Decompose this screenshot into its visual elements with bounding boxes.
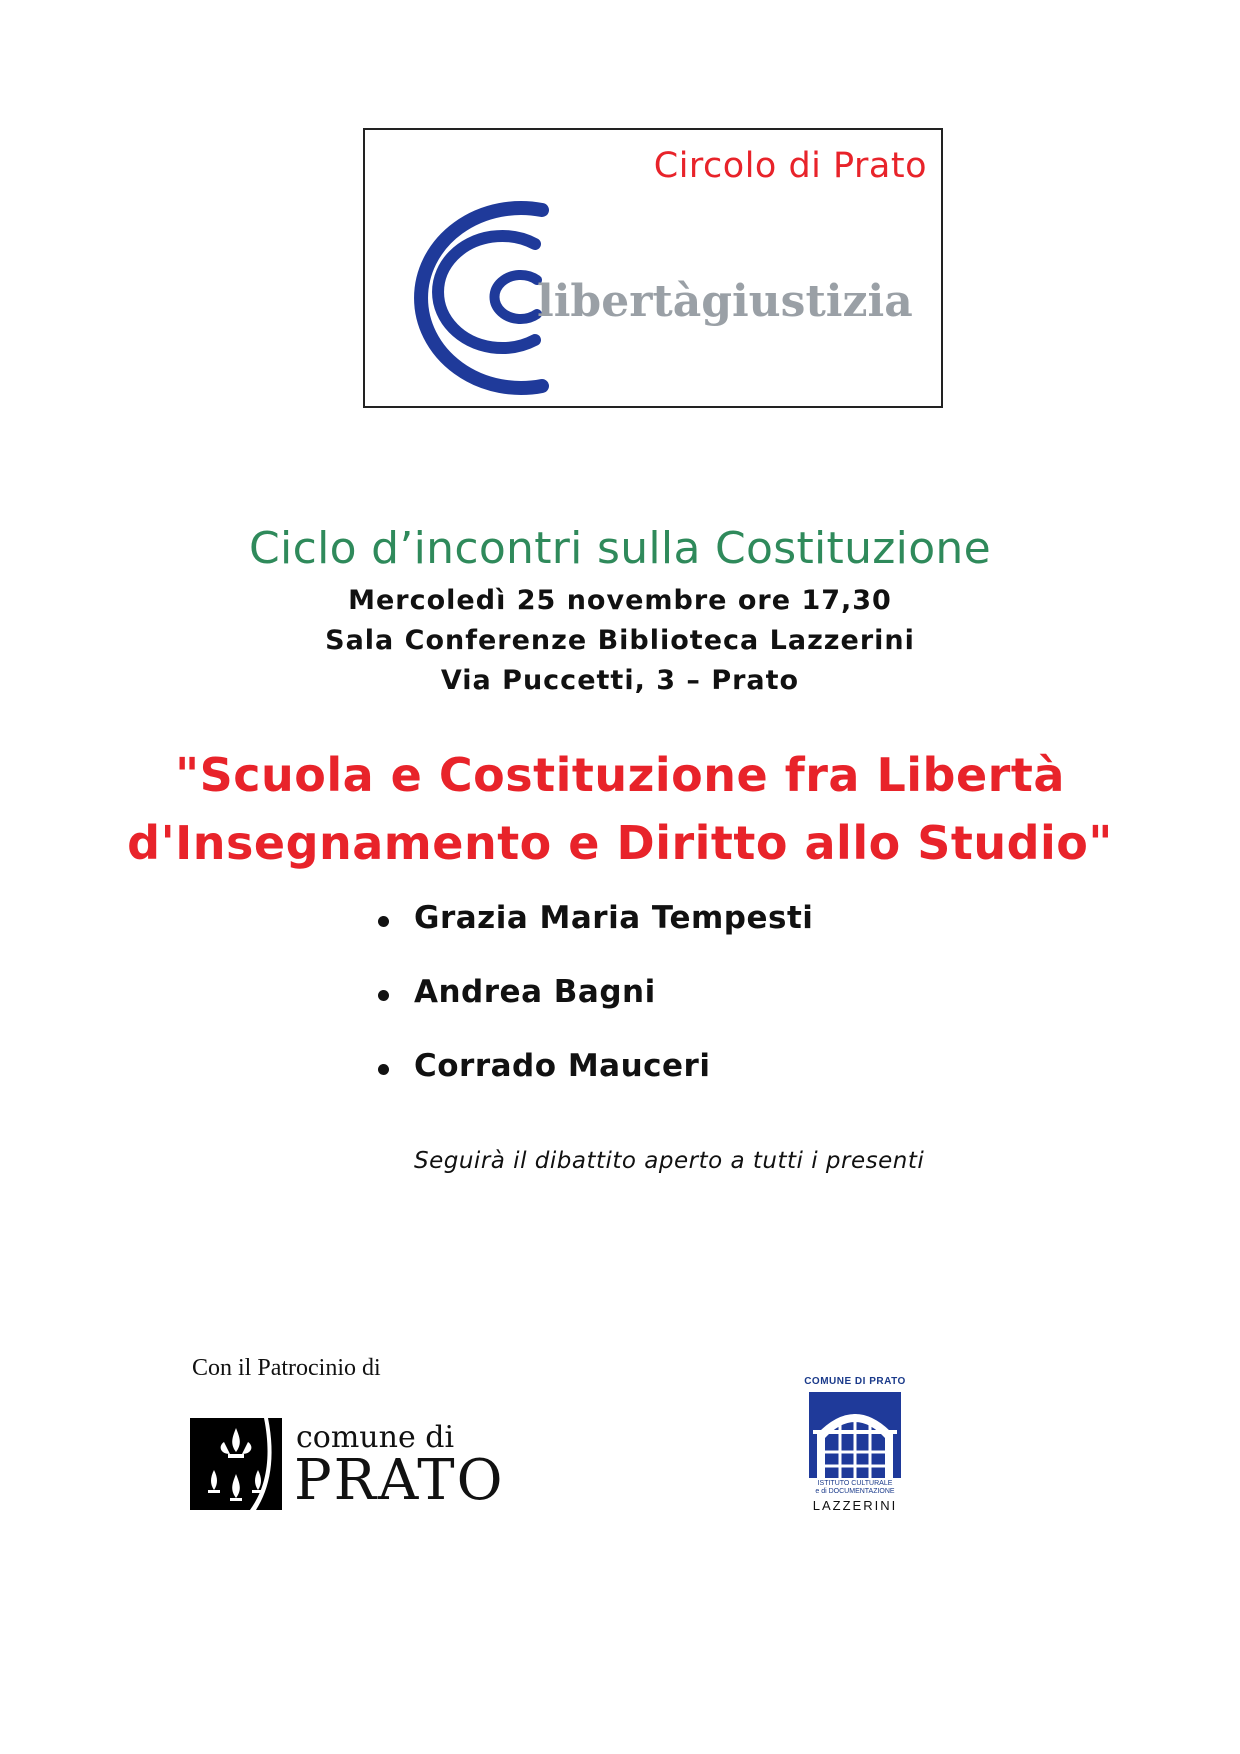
speaker-item	[378, 974, 813, 1048]
fleur-de-lis-icon	[190, 1418, 282, 1510]
lazzerini-name: LAZZERINI	[812, 1498, 898, 1513]
bullet-icon	[378, 990, 389, 1001]
lazzerini-sub-line2: e di DOCUMENTAZIONE	[815, 1488, 895, 1495]
event-title-line1: "Scuola e Costituzione fra Libertà	[175, 748, 1065, 802]
event-address: Via Puccetti, 3 – Prato	[440, 665, 800, 696]
logo-wordmark: libertàgiustizia	[537, 276, 913, 327]
libertagiustizia-logo	[377, 188, 937, 398]
speaker-item	[378, 1048, 813, 1122]
speaker-name: Corrado Mauceri	[414, 1048, 711, 1084]
series-title: Ciclo d’incontri sulla Costituzione	[249, 523, 991, 574]
bullet-icon	[378, 916, 389, 927]
event-date: Mercoledì 25 novembre ore 17,30	[348, 585, 892, 616]
speaker-name: Andrea Bagni	[414, 974, 656, 1010]
prato-text: PRATO	[294, 1448, 505, 1513]
follow-note: Seguirà il dibattito aperto a tutti i presenti	[414, 1148, 925, 1174]
event-title-line2: d'Insegnamento e Diritto allo Studio"	[127, 816, 1113, 870]
lazzerini-subtitle	[800, 1480, 910, 1496]
speaker-name: Grazia Maria Tempesti	[414, 900, 814, 936]
lazzerini-top-label: COMUNE DI PRATO	[804, 1376, 906, 1387]
lazzerini-building-icon	[807, 1390, 903, 1480]
logo-arc-inner	[494, 275, 537, 319]
circolo-label: Circolo di Prato	[653, 146, 927, 186]
prato-lily-emblem	[190, 1418, 282, 1510]
lazzerini-sub-line1: ISTITUTO CULTURALE	[817, 1480, 893, 1487]
speakers-list	[378, 900, 813, 1122]
speaker-item	[378, 900, 813, 974]
patronage-label: Con il Patrocinio di	[192, 1355, 381, 1381]
bullet-icon	[378, 1064, 389, 1075]
logo-arc-middle	[438, 236, 535, 348]
libertagiustizia-logo-box	[363, 128, 943, 408]
comune-di-text: comune di	[296, 1420, 455, 1455]
event-venue: Sala Conferenze Biblioteca Lazzerini	[325, 625, 915, 656]
